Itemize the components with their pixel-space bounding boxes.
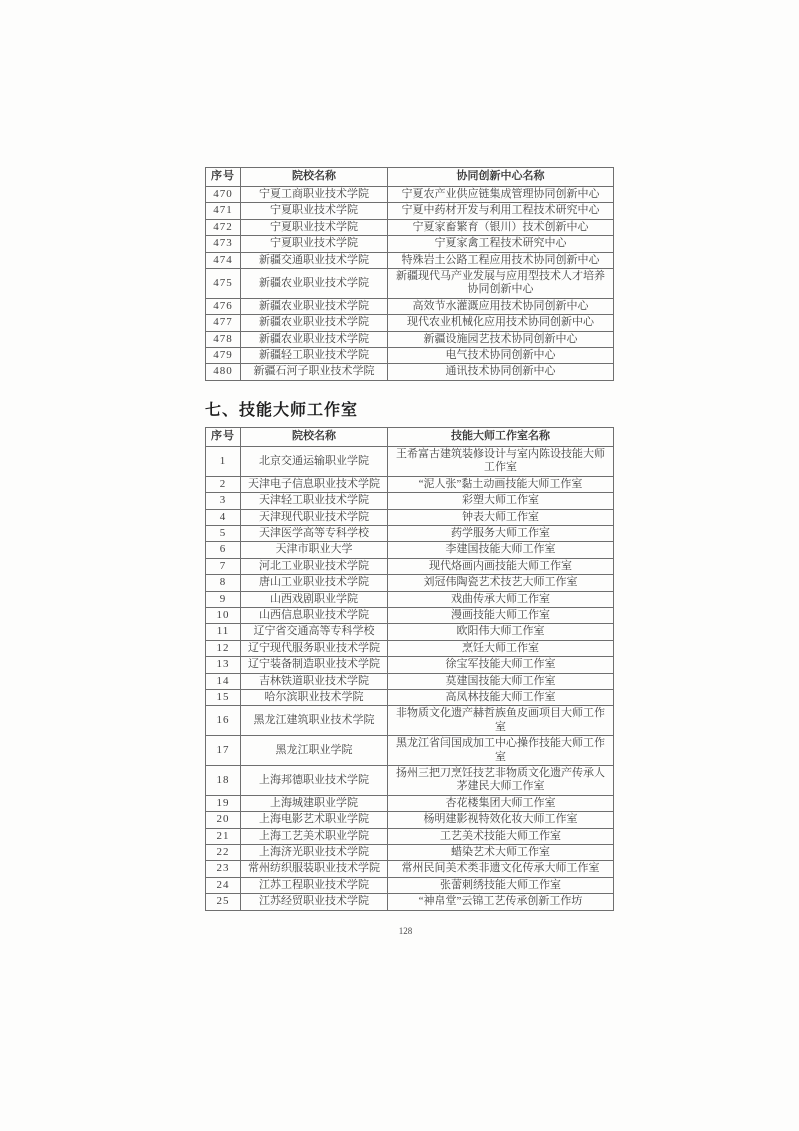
table-header-row	[206, 168, 614, 187]
table-cell: 479	[206, 348, 241, 364]
table-cell: “神帛堂”云锦工艺传承创新工作坊	[388, 894, 614, 910]
table-row	[206, 673, 614, 689]
table-cell: 工艺美术技能大师工作室	[388, 828, 614, 844]
table-row	[206, 252, 614, 268]
table-row	[206, 575, 614, 591]
table-cell: 通讯技术协同创新中心	[388, 364, 614, 380]
table-cell: 1	[206, 446, 241, 476]
table-row	[206, 315, 614, 331]
table-row	[206, 591, 614, 607]
innovation-centers-table	[205, 167, 614, 381]
table-cell: 杏花楼集团大师工作室	[388, 795, 614, 811]
table-cell: 23	[206, 861, 241, 877]
column-header: 序号	[206, 168, 241, 187]
table-row	[206, 640, 614, 656]
table-cell: 宁夏中药材开发与利用工程技术研究中心	[388, 203, 614, 219]
table-row	[206, 509, 614, 525]
table-cell: 扬州三把刀烹饪技艺非物质文化遗产传承人茅建民大师工作室	[388, 766, 614, 796]
table-cell: 13	[206, 657, 241, 673]
table-cell: 15	[206, 689, 241, 705]
table-cell: 药学服务大师工作室	[388, 525, 614, 541]
table-cell: 现代农业机械化应用技术协同创新中心	[388, 315, 614, 331]
table-row	[206, 331, 614, 347]
table-cell: 12	[206, 640, 241, 656]
table-cell: 天津轻工职业技术学院	[241, 493, 388, 509]
table-row	[206, 187, 614, 203]
table-row	[206, 689, 614, 705]
table-cell: 新疆农业职业技术学院	[241, 331, 388, 347]
table-cell: 新疆现代马产业发展与应用型技术人才培养协同创新中心	[388, 269, 614, 299]
table-row	[206, 558, 614, 574]
table-cell: 5	[206, 525, 241, 541]
table-cell: 470	[206, 187, 241, 203]
table-cell: 哈尔滨职业技术学院	[241, 689, 388, 705]
table-cell: 天津电子信息职业技术学院	[241, 476, 388, 492]
table-cell: 蜡染艺术大师工作室	[388, 845, 614, 861]
table-row	[206, 364, 614, 380]
table-row	[206, 861, 614, 877]
table-row	[206, 828, 614, 844]
table-cell: 上海工艺美术职业学院	[241, 828, 388, 844]
table-cell: 高效节水灌溉应用技术协同创新中心	[388, 298, 614, 314]
table-cell: 辽宁装备制造职业技术学院	[241, 657, 388, 673]
table-row	[206, 795, 614, 811]
table-row	[206, 542, 614, 558]
table-cell: 黑龙江省闫国成加工中心操作技能大师工作室	[388, 736, 614, 766]
table-cell: 宁夏职业技术学院	[241, 236, 388, 252]
table-row	[206, 493, 614, 509]
table-cell: 19	[206, 795, 241, 811]
table-cell: 24	[206, 877, 241, 893]
table-row	[206, 845, 614, 861]
table-cell: 漫画技能大师工作室	[388, 607, 614, 623]
table-row	[206, 446, 614, 476]
column-header: 协同创新中心名称	[388, 168, 614, 187]
table-cell: 上海城建职业学院	[241, 795, 388, 811]
table-cell: 宁夏职业技术学院	[241, 219, 388, 235]
table-cell: 18	[206, 766, 241, 796]
table-cell: 新疆交通职业技术学院	[241, 252, 388, 268]
table-cell: 478	[206, 331, 241, 347]
table-cell: 辽宁省交通高等专科学校	[241, 624, 388, 640]
table-cell: 宁夏职业技术学院	[241, 203, 388, 219]
table-cell: 7	[206, 558, 241, 574]
table-cell: 476	[206, 298, 241, 314]
table-cell: 新疆设施园艺技术协同创新中心	[388, 331, 614, 347]
table-row	[206, 766, 614, 796]
table-cell: 475	[206, 269, 241, 299]
table-cell: 10	[206, 607, 241, 623]
table-cell: 25	[206, 894, 241, 910]
table-cell: 新疆石河子职业技术学院	[241, 364, 388, 380]
table-row	[206, 706, 614, 736]
table-row	[206, 877, 614, 893]
table-cell: 宁夏工商职业技术学院	[241, 187, 388, 203]
table-cell: 9	[206, 591, 241, 607]
table-cell: 李建国技能大师工作室	[388, 542, 614, 558]
table-cell: 黑龙江建筑职业技术学院	[241, 706, 388, 736]
table-cell: 17	[206, 736, 241, 766]
table-cell: 黑龙江职业学院	[241, 736, 388, 766]
table-cell: 辽宁现代服务职业技术学院	[241, 640, 388, 656]
table-row	[206, 348, 614, 364]
table-cell: 吉林铁道职业技术学院	[241, 673, 388, 689]
table-row	[206, 657, 614, 673]
table-cell: 8	[206, 575, 241, 591]
table-cell: 戏曲传承大师工作室	[388, 591, 614, 607]
table-cell: 477	[206, 315, 241, 331]
table-row	[206, 894, 614, 910]
table-cell: 江苏工程职业技术学院	[241, 877, 388, 893]
table-row	[206, 203, 614, 219]
table-cell: 常州纺织服装职业技术学院	[241, 861, 388, 877]
table-cell: 刘冠伟陶瓷艺术技艺大师工作室	[388, 575, 614, 591]
table-cell: 江苏经贸职业技术学院	[241, 894, 388, 910]
table-row	[206, 525, 614, 541]
table-cell: 480	[206, 364, 241, 380]
table-cell: 4	[206, 509, 241, 525]
table-cell: 欧阳伟大师工作室	[388, 624, 614, 640]
table-cell: 宁夏家畜繁育（银川）技术创新中心	[388, 219, 614, 235]
table-cell: 20	[206, 812, 241, 828]
table-cell: 现代烙画内画技能大师工作室	[388, 558, 614, 574]
table-cell: 16	[206, 706, 241, 736]
table-cell: 11	[206, 624, 241, 640]
table-cell: 474	[206, 252, 241, 268]
table-row	[206, 269, 614, 299]
table-cell: 天津医学高等专科学校	[241, 525, 388, 541]
table-row	[206, 812, 614, 828]
table-row	[206, 607, 614, 623]
table-cell: 非物质文化遗产赫哲族鱼皮画项目大师工作室	[388, 706, 614, 736]
page-number: 128	[398, 925, 413, 936]
table-cell: 472	[206, 219, 241, 235]
column-header: 技能大师工作室名称	[388, 427, 614, 446]
table-cell: 上海济光职业技术学院	[241, 845, 388, 861]
table-cell: 王希富古建筑装修设计与室内陈设技能大师工作室	[388, 446, 614, 476]
table-cell: 钟表大师工作室	[388, 509, 614, 525]
table-cell: 北京交通运输职业学院	[241, 446, 388, 476]
column-header: 序号	[206, 427, 241, 446]
table-cell: 宁夏家禽工程技术研究中心	[388, 236, 614, 252]
table-cell: 特殊岩土公路工程应用技术协同创新中心	[388, 252, 614, 268]
table-cell: 471	[206, 203, 241, 219]
table-cell: 莫建国技能大师工作室	[388, 673, 614, 689]
table-cell: 473	[206, 236, 241, 252]
table-cell: 彩塑大师工作室	[388, 493, 614, 509]
table-header-row	[206, 427, 614, 446]
table-row	[206, 736, 614, 766]
table-cell: 新疆农业职业技术学院	[241, 298, 388, 314]
table-cell: 6	[206, 542, 241, 558]
table-cell: 22	[206, 845, 241, 861]
page-content	[205, 167, 606, 936]
table-cell: 杨明建影视特效化妆大师工作室	[388, 812, 614, 828]
table-cell: 电气技术协同创新中心	[388, 348, 614, 364]
table-cell: 山西戏剧职业学院	[241, 591, 388, 607]
table-cell: 河北工业职业技术学院	[241, 558, 388, 574]
table-row	[206, 624, 614, 640]
table-cell: 新疆农业职业技术学院	[241, 269, 388, 299]
master-studios-table	[205, 427, 614, 911]
table-cell: 烹饪大师工作室	[388, 640, 614, 656]
table-cell: 徐宝军技能大师工作室	[388, 657, 614, 673]
table-cell: 14	[206, 673, 241, 689]
table-cell: 天津市职业大学	[241, 542, 388, 558]
table-cell: 高凤林技能大师工作室	[388, 689, 614, 705]
table-cell: 山西信息职业技术学院	[241, 607, 388, 623]
table-cell: 新疆农业职业技术学院	[241, 315, 388, 331]
table-cell: 上海电影艺术职业学院	[241, 812, 388, 828]
table-cell: 宁夏农产业供应链集成管理协同创新中心	[388, 187, 614, 203]
table-row	[206, 476, 614, 492]
table-cell: 唐山工业职业技术学院	[241, 575, 388, 591]
table-row	[206, 298, 614, 314]
table-row	[206, 236, 614, 252]
table-cell: 张蕾刺绣技能大师工作室	[388, 877, 614, 893]
column-header: 院校名称	[241, 427, 388, 446]
table-cell: 上海邦德职业技术学院	[241, 766, 388, 796]
column-header: 院校名称	[241, 168, 388, 187]
table-cell: 2	[206, 476, 241, 492]
table-cell: 新疆轻工职业技术学院	[241, 348, 388, 364]
table-cell: 常州民间美术类非遗文化传承大师工作室	[388, 861, 614, 877]
table-cell: 21	[206, 828, 241, 844]
table-cell: “泥人张”黏土动画技能大师工作室	[388, 476, 614, 492]
section-heading: 七、技能大师工作室	[205, 401, 359, 419]
table-cell: 天津现代职业技术学院	[241, 509, 388, 525]
table-cell: 3	[206, 493, 241, 509]
table-row	[206, 219, 614, 235]
